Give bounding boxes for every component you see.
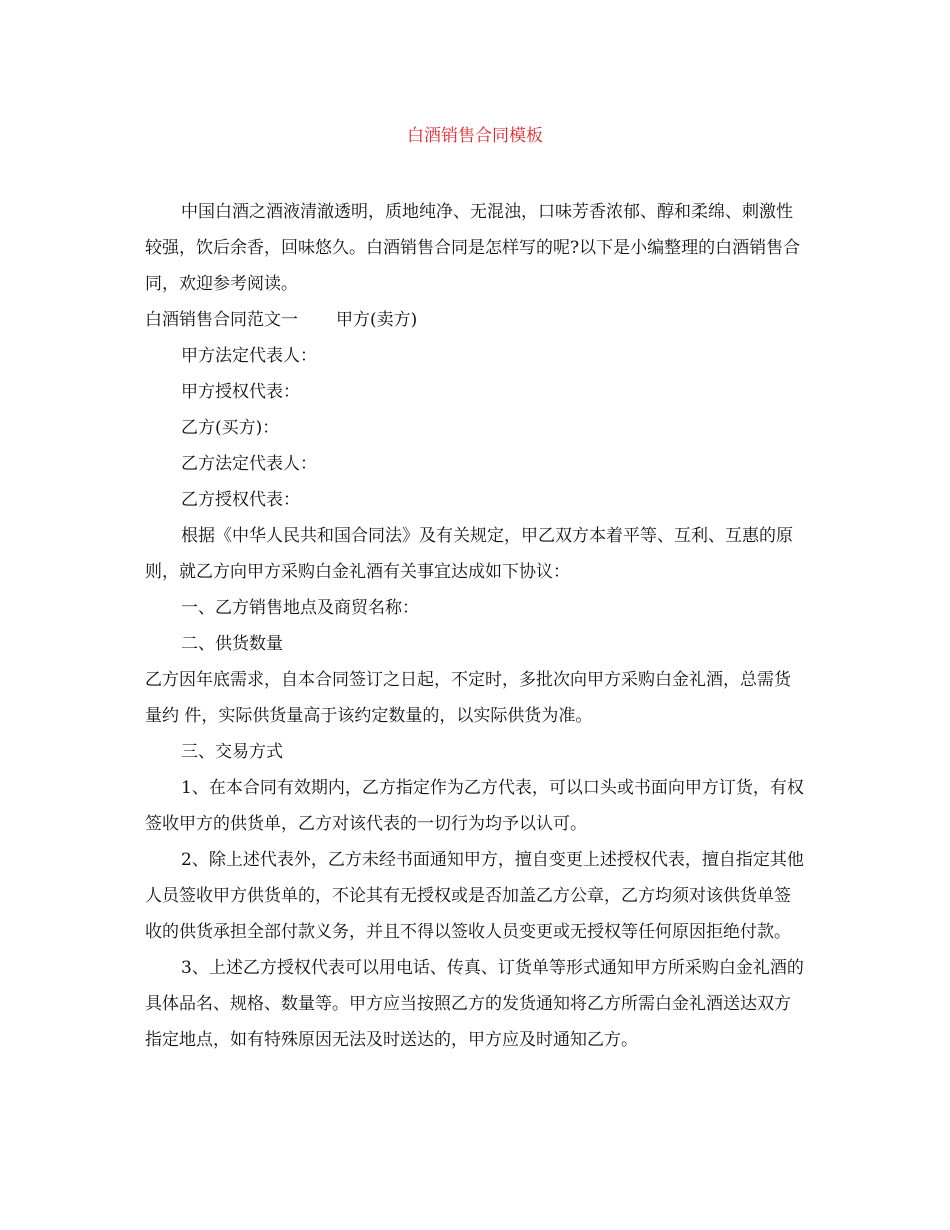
sample-heading: 白酒销售合同范文一: [145, 310, 298, 330]
party-b-label: 乙方(买方)：: [181, 418, 280, 438]
intro-paragraph: 中国白酒之酒液清澈透明，质地纯净、无混浊，口味芳香浓郁、醇和柔绵、刺激性较强，饮后余香，回味悠久。白酒销售合同是怎样写的呢?以下是小编整理的白酒销售合同，欢迎参考阅读。: [145, 202, 801, 294]
preamble-paragraph: 根据《中华人民共和国合同法》及有关规定，甲乙双方本着平等、互利、互惠的原则，就乙方向甲方采购白金礼酒有关事宜达成如下协议：: [145, 526, 793, 582]
clause-1-paragraph: 1、在本合同有效期内，乙方指定作为乙方代表，可以口头或书面向甲方订货，有权签收甲方的供货单，乙方对该代表的一切行为均予以认可。: [145, 778, 804, 834]
document-title: 白酒销售合同模板: [407, 126, 543, 146]
section-3-heading: 三、交易方式: [181, 742, 283, 762]
sample-heading-line: [145, 302, 807, 338]
party-b-auth-rep: 乙方授权代表：: [181, 490, 300, 510]
document-body: [145, 194, 807, 1058]
party-a-legal-rep: 甲方法定代表人：: [181, 346, 317, 366]
clause-3-paragraph: 3、上述乙方授权代表可以用电话、传真、订货单等形式通知甲方所采购白金礼酒的具体品名、规格、数量等。甲方应当按照乙方的发货通知将乙方所需白金礼酒送达双方指定地点，如有特殊原因无法及时送达的，甲方应及时通知乙方。: [145, 958, 804, 1050]
party-b-legal-rep: 乙方法定代表人：: [181, 454, 317, 474]
party-a-auth-rep: 甲方授权代表：: [181, 382, 300, 402]
section-2-heading: 二、供货数量: [181, 634, 283, 654]
section-2-paragraph: 乙方因年底需求，自本合同签订之日起，不定时，多批次向甲方采购白金礼酒，总需货量约 件，实际供货量高于该约定数量的，以实际供货为准。: [145, 670, 791, 726]
section-1-heading: 一、乙方销售地点及商贸名称：: [181, 598, 419, 618]
clause-2-paragraph: 2、除上述代表外，乙方未经书面通知甲方，擅自变更上述授权代表，擅自指定其他人员签收甲方供货单的，不论其有无授权或是否加盖乙方公章，乙方均须对该供货单签收的供货承担全部付款义务，并且不得以签收人员变更或无授权等任何原因拒绝付款。: [145, 850, 804, 942]
party-a-label: 甲方(卖方): [336, 310, 418, 330]
